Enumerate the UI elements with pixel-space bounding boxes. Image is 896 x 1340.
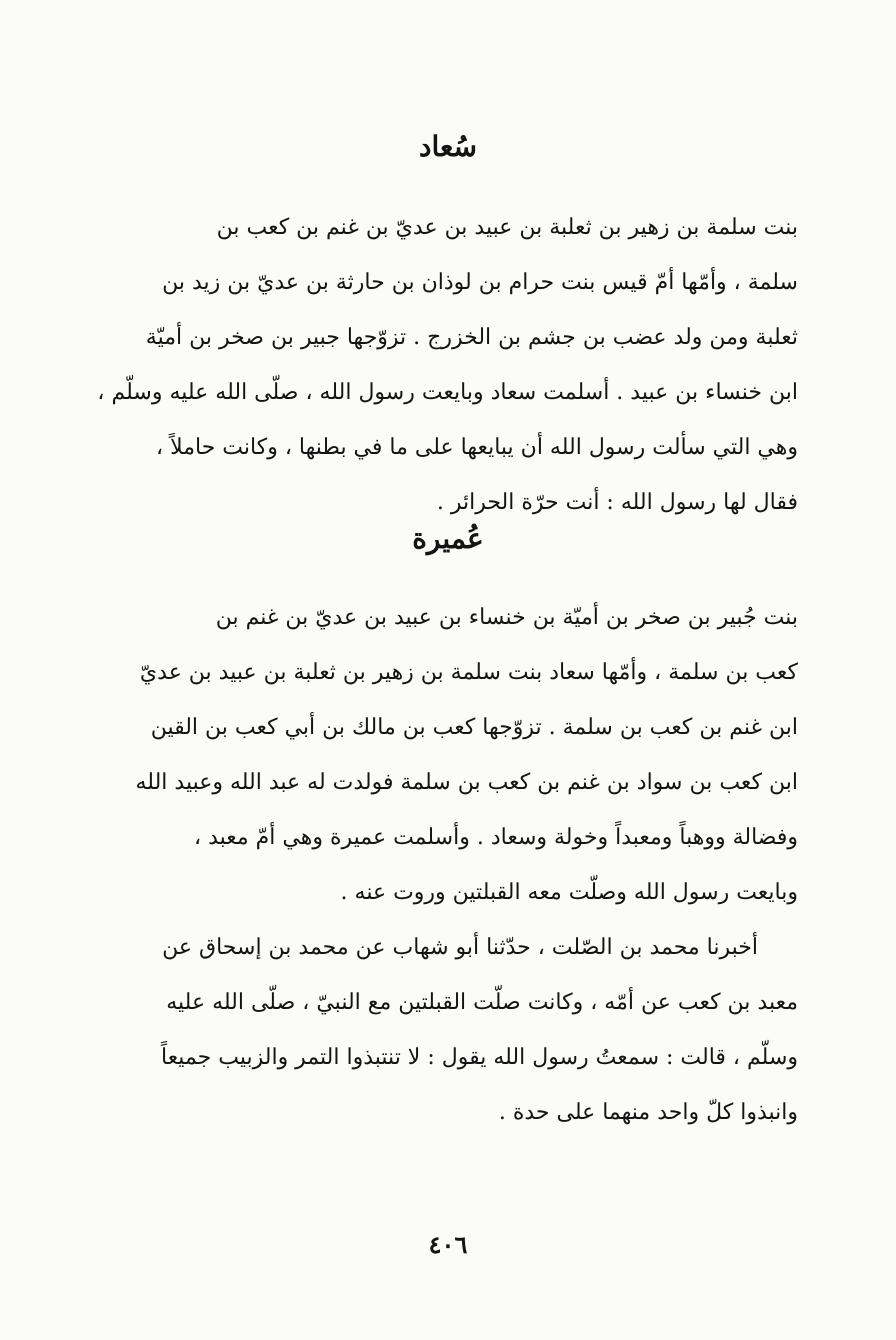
text-line: سلمة ، وأمّها أمّ قيس بنت حرام بن لوذان بن حارثة بن عديّ بن زيد بن bbox=[162, 270, 798, 295]
text-line: ابن خنساء بن عبيد . أسلمت سعاد وبايعت رسول الله ، صلّى الله عليه وسلّم ، bbox=[97, 380, 798, 405]
paragraph-suad bbox=[98, 200, 798, 530]
text-line: ابن كعب بن سواد بن غنم بن كعب بن سلمة فولدت له عبد الله وعبيد الله bbox=[135, 770, 798, 795]
text-line: ثعلبة ومن ولد عضب بن جشم بن الخزرج . تزوّجها جبير بن صخر بن أميّة bbox=[145, 325, 798, 350]
text-line: فقال لها رسول الله : أنت حرّة الحرائر . bbox=[436, 490, 798, 515]
text-line: كعب بن سلمة ، وأمّها سعاد بنت سلمة بن زهير بن ثعلبة بن عبيد بن عديّ bbox=[139, 660, 798, 685]
text-line: وهي التي سألت رسول الله أن يبايعها على ما في بطنها ، وكانت حاملاً ، bbox=[156, 435, 798, 460]
text-line: بنت جُبير بن صخر بن أميّة بن خنساء بن عبيد بن عديّ بن غنم بن bbox=[215, 605, 798, 630]
paragraph-umayra bbox=[98, 590, 798, 920]
text-line: وانبذوا كلّ واحد منهما على حدة . bbox=[498, 1100, 798, 1125]
text-line: وسلّم ، قالت : سمعتُ رسول الله يقول : لا تنتبذوا التمر والزبيب جميعاً bbox=[160, 1045, 798, 1070]
text-line: وفضالة ووهباً ومعبداً وخولة وسعاد . وأسلمت عميرة وهي أمّ معبد ، bbox=[193, 825, 798, 850]
text-line: معبد بن كعب عن أمّه ، وكانت صلّت القبلتين مع النبيّ ، صلّى الله عليه bbox=[166, 990, 798, 1015]
section-title-umayra: عُميرة bbox=[412, 522, 484, 555]
page-number: ٤٠٦ bbox=[428, 1230, 468, 1259]
paragraph-hadith bbox=[98, 920, 798, 1140]
text-line: أخبرنا محمد بن الصّلت ، حدّثنا أبو شهاب عن محمد بن إسحاق عن bbox=[162, 935, 758, 960]
text-line: بنت سلمة بن زهير بن ثعلبة بن عبيد بن عديّ بن غنم بن كعب بن bbox=[216, 215, 798, 240]
section-title-suad: سُعاد bbox=[419, 130, 477, 163]
text-line: ابن غنم بن كعب بن سلمة . تزوّجها كعب بن مالك بن أبي كعب بن القين bbox=[150, 715, 798, 740]
text-line: وبايعت رسول الله وصلّت معه القبلتين وروت عنه . bbox=[340, 880, 798, 905]
